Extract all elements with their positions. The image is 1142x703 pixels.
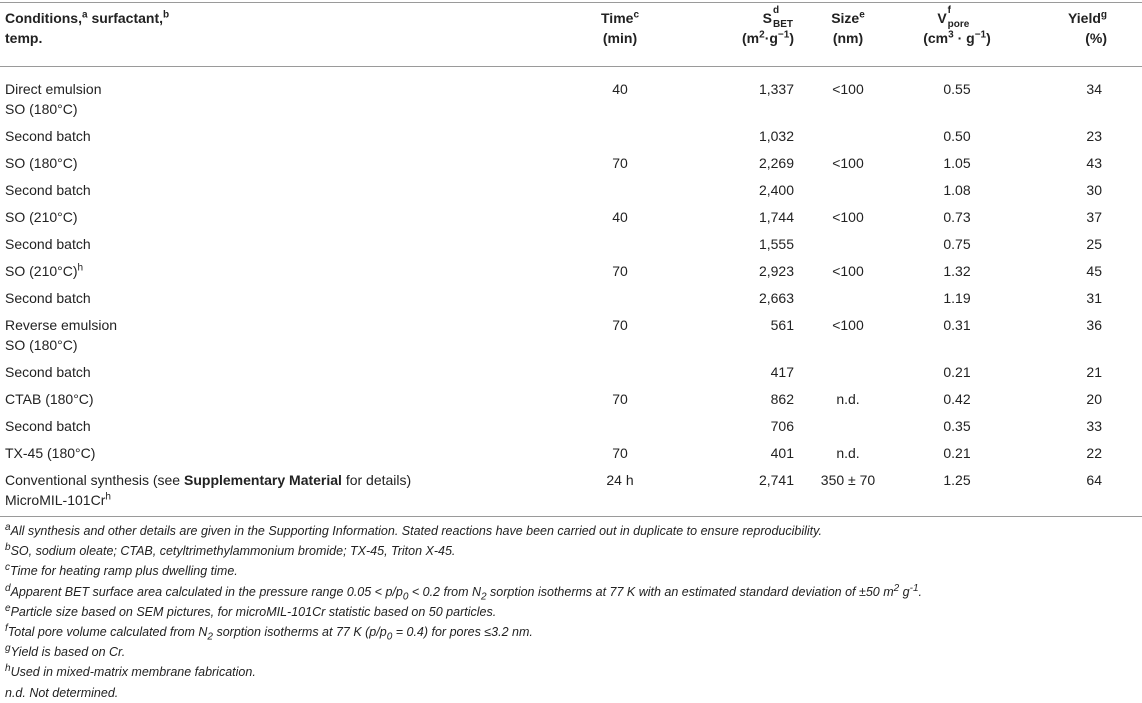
cell-yield: 45 [1086,263,1102,279]
cell-time: 70 [612,445,628,461]
footnote-e: $^e$Particle size based on SEM pictures, for microMIL-101Cr statistic based on 50 particles. [5,602,497,619]
cell-yield: 23 [1086,128,1102,144]
cell-vpore: 1.08 [943,182,971,198]
table-row [0,412,1142,439]
cell-conditions: TX-45 (180°C) [5,445,96,461]
cell-conditions: Second batch [5,418,91,434]
header-row [0,8,1142,68]
cell-size: <100 [832,155,864,171]
cell-yield: 37 [1086,209,1102,225]
cell-time: 70 [612,155,628,171]
cell-vpore: 1.32 [943,263,971,279]
table-row [0,439,1142,466]
table-row [0,311,1142,358]
footnote-a: $^a$All synthesis and other details are given in the Supporting Information. Stated reactions have been carried out in duplicate to ensure reproducibility. [5,521,822,538]
header-yield: Yield$^g$ (%) [1067,9,1107,46]
footnote-g: $^g$Yield is based on Cr. [5,643,126,660]
cell-sbet: 2,663 [758,290,794,306]
footnote-nd: n.d. Not determined. [5,685,119,700]
cell-yield: 43 [1086,155,1102,171]
top-rule [0,2,1142,3]
table-row [0,203,1142,230]
cell-size [810,358,886,385]
footnote-c: $^c$Time for heating ramp plus dwelling time. [5,562,238,579]
cell-conditions: Second batch [5,236,91,252]
footnote-b: $^b$SO, sodium oleate; CTAB, cetyltrimethylammonium bromide; TX-45, Triton X-45. [5,542,456,559]
cell-sbet: 706 [770,418,794,434]
cell-conditions: Direct emulsion SO (180°C) [5,81,102,117]
table-row [0,176,1142,203]
cell-size [810,230,886,257]
cell-sbet: 401 [770,445,794,461]
cell-size: <100 [832,81,864,97]
cell-vpore: 0.31 [943,317,971,333]
cell-yield: 33 [1086,418,1102,434]
cell-time [562,284,678,311]
table-row [0,358,1142,385]
cell-vpore: 0.50 [943,128,971,144]
data-table [0,5,1142,513]
cell-time [562,412,678,439]
bottom-rule [0,516,1142,517]
cell-time [562,230,678,257]
cell-conditions: Second batch [5,128,91,144]
cell-sbet: 1,744 [758,209,794,225]
cell-conditions: Second batch [5,182,91,198]
cell-yield: 22 [1086,445,1102,461]
cell-conditions: Conventional synthesis (see Supplementary Material for details) MicroMIL-101Cr$^h$ [5,472,412,508]
cell-conditions: SO (180°C) [5,155,78,171]
cell-sbet: 2,269 [758,155,794,171]
cell-time: 40 [612,209,628,225]
cell-sbet: 862 [770,391,794,407]
table-row [0,385,1142,412]
cell-time: 70 [612,391,628,407]
cell-vpore: 0.35 [943,418,971,434]
cell-vpore: 0.42 [943,391,971,407]
cell-vpore: 1.05 [943,155,971,171]
cell-sbet: 1,032 [758,128,794,144]
cell-size: n.d. [836,391,860,407]
cell-sbet: 2,923 [758,263,794,279]
cell-size [810,176,886,203]
cell-vpore: 0.55 [943,81,971,97]
cell-sbet: 2,741 [758,472,794,488]
cell-conditions: SO (210°C) [5,209,78,225]
cell-vpore: 0.21 [943,445,971,461]
cell-size: <100 [832,209,864,225]
table-row [0,466,1142,513]
cell-yield: 36 [1086,317,1102,333]
table-row [0,257,1142,284]
cell-vpore: 0.75 [943,236,971,252]
footnote-h: $^h$Used in mixed-matrix membrane fabrication. [5,663,256,680]
cell-size: <100 [832,263,864,279]
header-sbet: S d BET $(m^2\cdot g^{-1})$ [742,5,794,46]
cell-size: n.d. [836,445,860,461]
table-row [0,230,1142,257]
cell-yield: 25 [1086,236,1102,252]
cell-vpore: 0.21 [943,364,971,380]
cell-conditions: Second batch [5,364,91,380]
footnote-f: $^f$Total pore volume calculated from $N_2$ sorption isotherms at 77 K $(p/p_0 = 0.4)$ for pores ≤3.2 nm. [5,622,533,643]
cell-time [562,176,678,203]
table-row [0,122,1142,149]
cell-time [562,358,678,385]
header-time: Time$^c$ (min) [601,9,639,46]
cell-time [562,122,678,149]
header-conditions: Conditions,$^a$ surfactant,$^b$ temp. [5,9,170,46]
cell-time: 70 [612,317,628,333]
header-vpore: V f pore $(cm^3 \cdot g^{-1})$ [923,5,991,46]
header-size: Size$^e$ (nm) [831,9,865,46]
cell-size: 350 ± 70 [820,472,876,488]
cell-sbet: 1,555 [758,236,794,252]
table-row [0,68,1142,122]
cell-sbet: 2,400 [758,182,794,198]
cell-conditions: Reverse emulsion SO (180°C) [5,317,118,353]
cell-size [810,412,886,439]
cell-sbet: 561 [770,317,794,333]
cell-yield: 64 [1086,472,1102,488]
cell-vpore: 1.25 [943,472,971,488]
cell-conditions: CTAB (180°C) [5,391,94,407]
cell-vpore: 1.19 [943,290,971,306]
cell-time: 70 [612,263,628,279]
table-row [0,284,1142,311]
cell-yield: 21 [1086,364,1102,380]
footnote-d: $^d$Apparent BET surface area calculated in the pressure range $0.05 < p/p_0 < 0.2$ from $N_2$ sorption isotherms at 77 K with an estimated standard deviation of ±50 $m^2$ $g^{-1}$. [5,582,923,603]
cell-yield: 34 [1086,81,1102,97]
cell-size [810,122,886,149]
cell-size: <100 [832,317,864,333]
cell-sbet: 1,337 [758,81,794,97]
cell-time: 24 h [606,472,634,488]
cell-time: 40 [612,81,628,97]
cell-conditions: Second batch [5,290,91,306]
footnotes [5,521,922,703]
cell-yield: 31 [1086,290,1102,306]
cell-conditions: SO $(210^\circ C)^h$ [5,262,84,279]
cell-yield: 30 [1086,182,1102,198]
cell-size [810,284,886,311]
cell-sbet: 417 [770,364,794,380]
cell-vpore: 0.73 [943,209,971,225]
cell-yield: 20 [1086,391,1102,407]
table-row [0,149,1142,176]
